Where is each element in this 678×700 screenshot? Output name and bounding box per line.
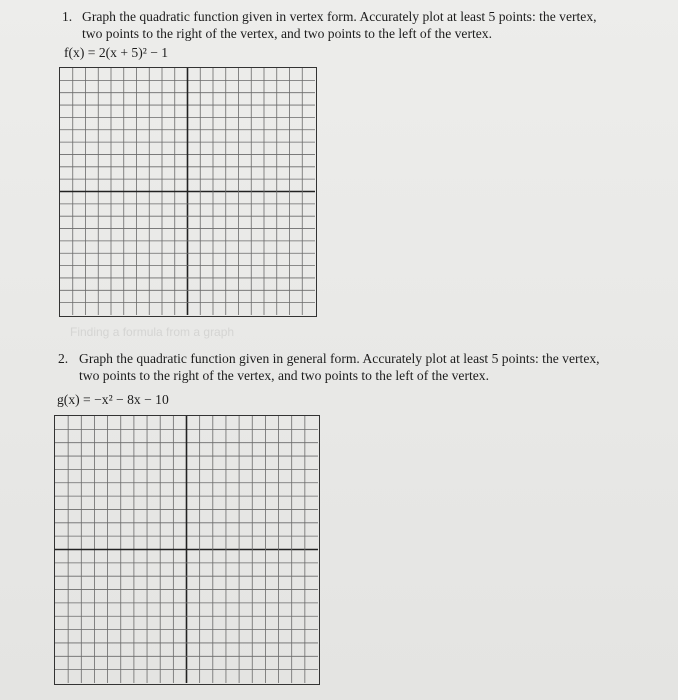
problem-2-graph-grid[interactable]	[54, 415, 320, 685]
problem-2-instruction-line-1: Graph the quadratic function given in general form. Accurately plot at least 5 points: the vertex,	[79, 351, 600, 366]
problem-1-graph-grid[interactable]	[59, 67, 317, 317]
problem-2-equation: g(x) = −x² − 8x − 10	[57, 392, 169, 407]
problem-1-number: 1.	[62, 9, 73, 24]
problem-2	[58, 350, 668, 384]
problem-1-equation: f(x) = 2(x + 5)² − 1	[64, 45, 169, 60]
problem-2-number: 2.	[58, 351, 69, 366]
bleed-through-text: Finding a formula from a graph	[70, 325, 235, 339]
problem-1-instruction-line-2: two points to the right of the vertex, and two points to the left of the vertex.	[82, 26, 492, 41]
problem-1	[62, 8, 662, 42]
problem-1-instruction-line-1: Graph the quadratic function given in vertex form. Accurately plot at least 5 points: the vertex,	[82, 9, 597, 24]
problem-2-instruction-line-2: two points to the right of the vertex, and two points to the left of the vertex.	[79, 368, 489, 383]
problem-2-grid-lines	[55, 416, 318, 683]
problem-1-grid-lines	[60, 68, 315, 315]
